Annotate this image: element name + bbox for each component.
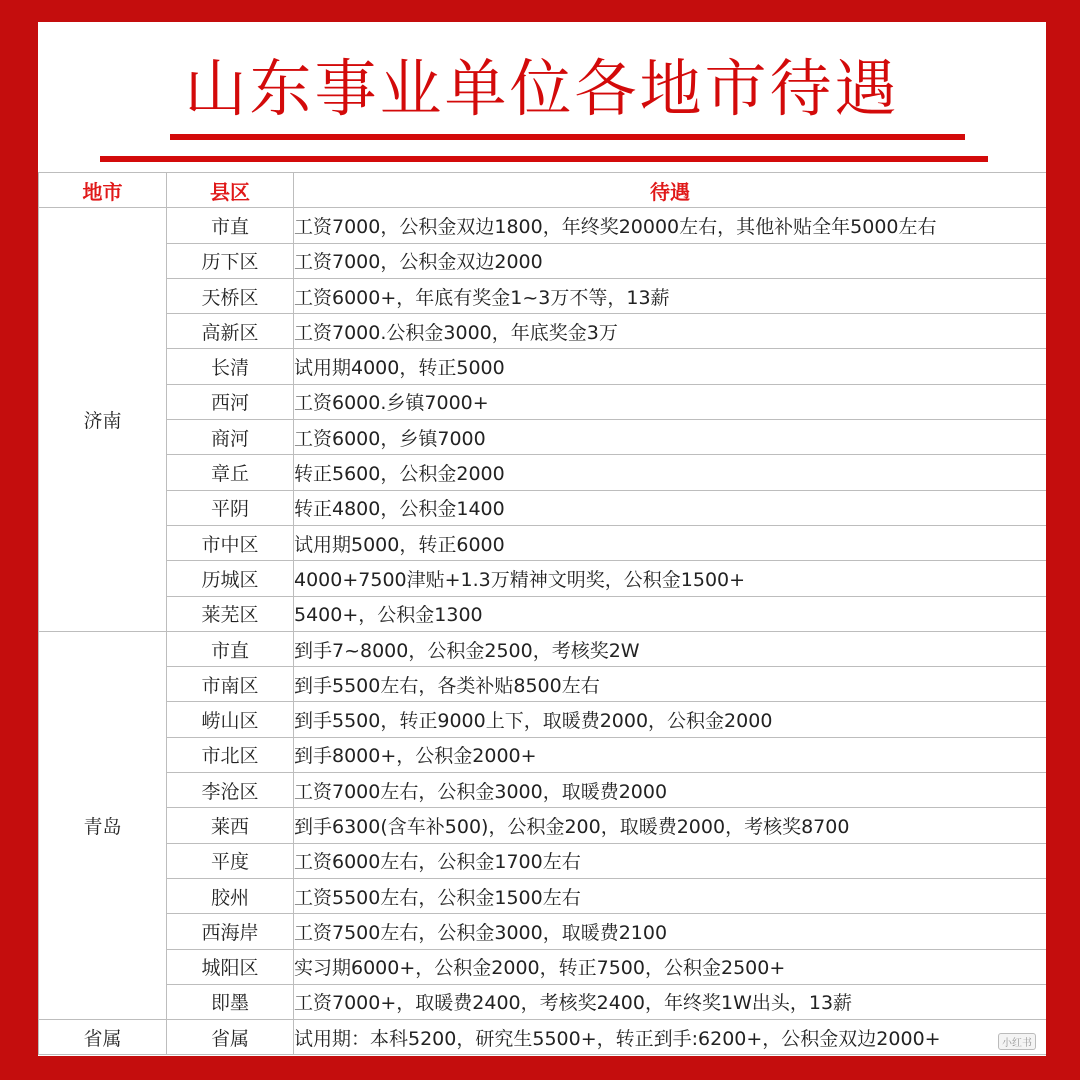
table-row xyxy=(39,596,1047,631)
benefit-cell: 工资5500左右，公积金1500左右 xyxy=(294,878,1047,913)
table-row xyxy=(39,208,1047,243)
table-row xyxy=(39,878,1047,913)
benefit-cell: 5400+，公积金1300 xyxy=(294,596,1047,631)
benefit-cell: 到手5500左右，各类补贴8500左右 xyxy=(294,667,1047,702)
benefit-cell: 工资6000.乡镇7000+ xyxy=(294,384,1047,419)
district-cell: 即墨 xyxy=(167,984,294,1019)
district-cell: 西海岸 xyxy=(167,914,294,949)
header-district: 县区 xyxy=(167,173,294,208)
table-row xyxy=(39,455,1047,490)
table-row xyxy=(39,561,1047,596)
benefit-cell: 工资6000左右，公积金1700左右 xyxy=(294,843,1047,878)
poster-card xyxy=(38,22,1046,1056)
district-cell: 历下区 xyxy=(167,243,294,278)
table-row xyxy=(39,914,1047,949)
district-cell: 市北区 xyxy=(167,737,294,772)
table-row xyxy=(39,525,1047,560)
district-cell: 平阴 xyxy=(167,490,294,525)
benefit-cell: 到手7~8000，公积金2500，考核奖2W xyxy=(294,631,1047,666)
district-cell: 李沧区 xyxy=(167,773,294,808)
district-cell: 商河 xyxy=(167,420,294,455)
district-cell: 章丘 xyxy=(167,455,294,490)
table-row xyxy=(39,984,1047,1019)
table-row xyxy=(39,349,1047,384)
district-cell: 市南区 xyxy=(167,667,294,702)
table-row xyxy=(39,808,1047,843)
district-cell: 长清 xyxy=(167,349,294,384)
district-cell: 省属 xyxy=(167,1020,294,1055)
page-title: 山东事业单位各地市待遇 xyxy=(184,52,900,125)
district-cell: 胶州 xyxy=(167,878,294,913)
benefit-cell: 工资7000左右，公积金3000，取暖费2000 xyxy=(294,773,1047,808)
table-row xyxy=(39,314,1047,349)
benefit-cell: 实习期6000+，公积金2000，转正7500，公积金2500+ xyxy=(294,949,1047,984)
benefit-cell: 工资6000+，年底有奖金1~3万不等，13薪 xyxy=(294,278,1047,313)
header-city: 地市 xyxy=(39,173,167,208)
district-cell: 市直 xyxy=(167,631,294,666)
table-row xyxy=(39,949,1047,984)
table-row xyxy=(39,420,1047,455)
district-cell: 市直 xyxy=(167,208,294,243)
district-cell: 城阳区 xyxy=(167,949,294,984)
district-cell: 平度 xyxy=(167,843,294,878)
benefit-cell: 工资7500左右，公积金3000，取暖费2100 xyxy=(294,914,1047,949)
benefit-cell: 4000+7500津贴+1.3万精神文明奖，公积金1500+ xyxy=(294,561,1047,596)
district-cell: 高新区 xyxy=(167,314,294,349)
table-row xyxy=(39,773,1047,808)
benefit-cell: 试用期4000，转正5000 xyxy=(294,349,1047,384)
city-cell: 青岛 xyxy=(39,631,167,1019)
benefit-cell: 到手8000+，公积金2000+ xyxy=(294,737,1047,772)
benefit-cell: 转正5600，公积金2000 xyxy=(294,455,1047,490)
benefit-cell: 工资7000，公积金双边1800，年终奖20000左右，其他补贴全年5000左右 xyxy=(294,208,1047,243)
district-cell: 莱西 xyxy=(167,808,294,843)
benefits-table xyxy=(38,172,1046,1055)
city-cell: 济南 xyxy=(39,208,167,632)
district-cell: 西河 xyxy=(167,384,294,419)
table-row xyxy=(39,843,1047,878)
district-cell: 莱芜区 xyxy=(167,596,294,631)
table-row xyxy=(39,243,1047,278)
district-cell: 崂山区 xyxy=(167,702,294,737)
benefit-cell: 工资7000.公积金3000，年底奖金3万 xyxy=(294,314,1047,349)
table-row xyxy=(39,278,1047,313)
table-header-row xyxy=(39,173,1047,208)
benefit-cell: 到手5500，转正9000上下，取暖费2000，公积金2000 xyxy=(294,702,1047,737)
table-row xyxy=(39,631,1047,666)
benefit-cell: 到手6300(含车补500)，公积金200，取暖费2000，考核奖8700 xyxy=(294,808,1047,843)
table-row xyxy=(39,737,1047,772)
table-row xyxy=(39,1020,1047,1055)
benefit-cell: 转正4800，公积金1400 xyxy=(294,490,1047,525)
district-cell: 天桥区 xyxy=(167,278,294,313)
header-benefits: 待遇 xyxy=(294,173,1047,208)
table-row xyxy=(39,702,1047,737)
benefit-cell: 工资7000+，取暖费2400，考核奖2400，年终奖1W出头，13薪 xyxy=(294,984,1047,1019)
city-cell: 省属 xyxy=(39,1020,167,1055)
title-underline xyxy=(170,134,965,140)
watermark-logo: 小红书 xyxy=(998,1033,1036,1050)
benefit-cell: 试用期：本科5200，研究生5500+，转正到手:6200+，公积金双边2000+ xyxy=(294,1020,1047,1055)
benefit-cell: 工资6000，乡镇7000 xyxy=(294,420,1047,455)
table-row xyxy=(39,490,1047,525)
table-body xyxy=(39,208,1047,1055)
title-underline-long xyxy=(100,156,988,162)
table-row xyxy=(39,667,1047,702)
district-cell: 历城区 xyxy=(167,561,294,596)
table-row xyxy=(39,384,1047,419)
district-cell: 市中区 xyxy=(167,525,294,560)
benefit-cell: 试用期5000，转正6000 xyxy=(294,525,1047,560)
benefit-cell: 工资7000，公积金双边2000 xyxy=(294,243,1047,278)
